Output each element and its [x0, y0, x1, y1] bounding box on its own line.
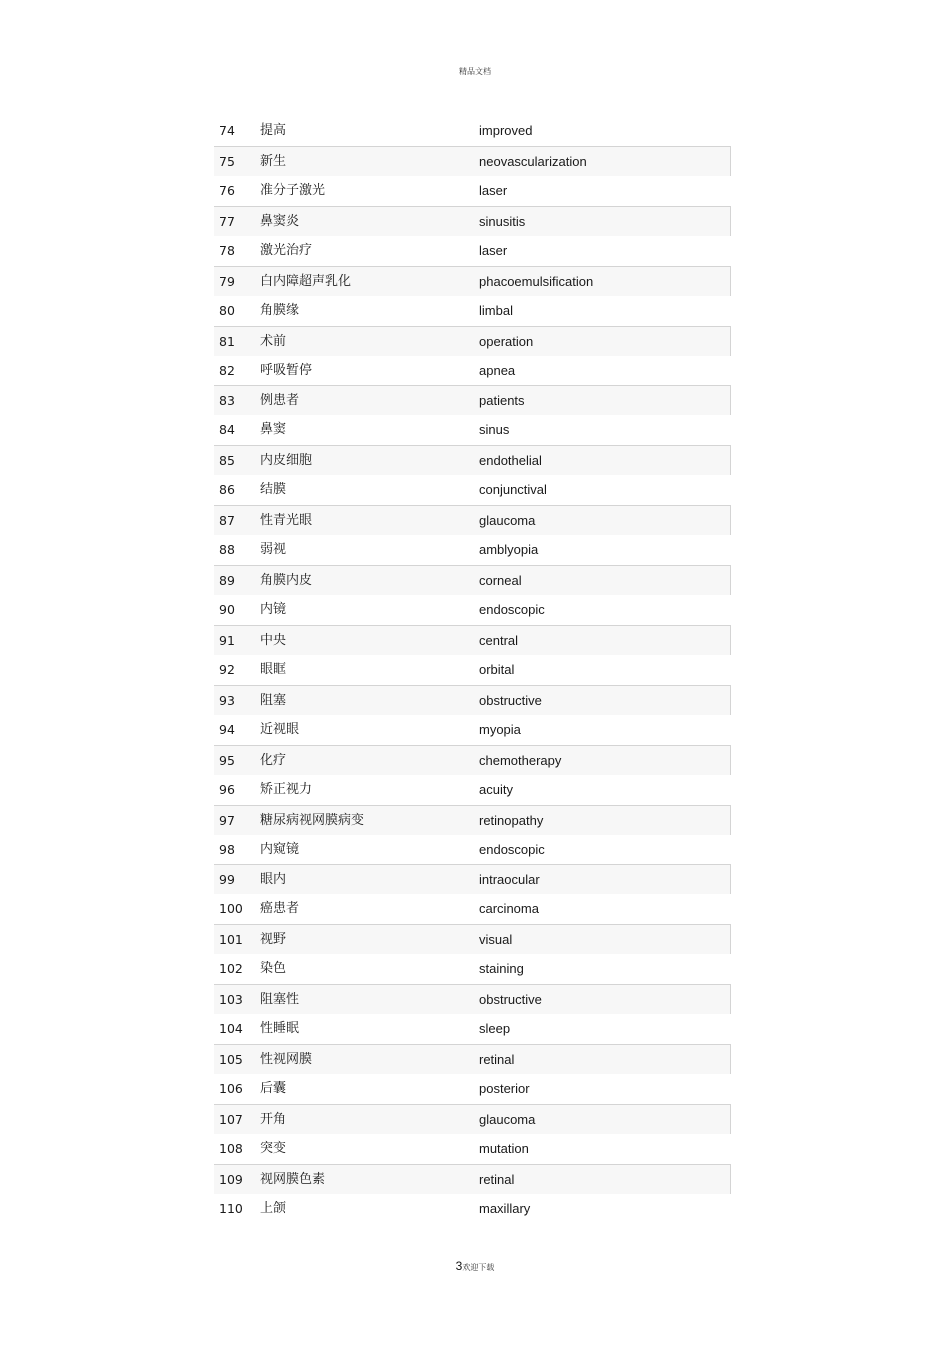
term-english: visual — [479, 932, 513, 948]
term-chinese: 矫正视力 — [260, 781, 313, 797]
term-chinese: 视网膜色素 — [260, 1171, 326, 1187]
term-number: 83 — [219, 393, 235, 409]
table-row — [214, 864, 731, 894]
term-number: 75 — [219, 153, 235, 169]
table-row — [214, 236, 731, 266]
term-english: maxillary — [479, 1200, 531, 1216]
term-chinese: 眼内 — [260, 872, 287, 888]
footer-text: 欢迎下载 — [462, 1263, 495, 1272]
term-number: 74 — [219, 123, 235, 138]
term-chinese: 后囊 — [260, 1081, 287, 1096]
term-chinese: 突变 — [260, 1140, 287, 1156]
term-chinese: 角膜缘 — [260, 302, 300, 318]
term-english: apnea — [479, 362, 516, 378]
term-english: glaucoma — [479, 513, 536, 529]
table-row — [214, 146, 731, 176]
term-number: 89 — [219, 573, 235, 589]
table-row — [214, 266, 731, 296]
term-number: 107 — [219, 1111, 243, 1127]
term-chinese: 眼眶 — [260, 661, 287, 677]
table-row — [214, 954, 731, 984]
term-english: endothelial — [479, 453, 542, 469]
term-english: corneal — [479, 573, 522, 589]
term-chinese: 白内障超声乳化 — [260, 273, 352, 289]
term-english: retinopathy — [479, 812, 544, 828]
term-number: 93 — [219, 692, 235, 708]
term-number: 92 — [219, 661, 235, 677]
table-row — [214, 176, 731, 206]
term-chinese: 阻塞 — [260, 692, 287, 708]
table-row — [214, 805, 731, 835]
table-row — [214, 296, 731, 326]
term-english: glaucoma — [479, 1111, 536, 1127]
term-english: retinal — [479, 1052, 515, 1068]
term-chinese: 呼吸暂停 — [260, 362, 313, 378]
term-number: 106 — [219, 1081, 243, 1096]
table-row — [214, 655, 731, 685]
term-english: mutation — [479, 1140, 529, 1156]
term-chinese: 内镜 — [260, 602, 287, 617]
term-number: 95 — [219, 752, 235, 768]
table-row — [214, 1074, 731, 1104]
table-row — [214, 745, 731, 775]
term-english: amblyopia — [479, 542, 539, 558]
term-chinese: 内窥镜 — [260, 841, 300, 857]
term-chinese: 上颌 — [260, 1200, 287, 1216]
term-number: 97 — [219, 812, 235, 828]
table-row — [214, 356, 731, 386]
term-english: retinal — [479, 1171, 515, 1187]
table-row — [214, 595, 731, 625]
term-chinese: 染色 — [260, 961, 287, 977]
term-english: intraocular — [479, 872, 540, 888]
table-row — [214, 894, 731, 924]
table-row — [214, 1194, 731, 1224]
term-number: 82 — [219, 362, 235, 378]
term-english: orbital — [479, 661, 515, 677]
term-chinese: 近视眼 — [260, 721, 300, 737]
term-number: 78 — [219, 242, 235, 258]
term-chinese: 术前 — [260, 333, 287, 349]
term-chinese: 新生 — [260, 153, 287, 169]
table-row — [214, 1134, 731, 1164]
term-number: 103 — [219, 992, 243, 1008]
term-number: 102 — [219, 961, 243, 977]
table-row — [214, 565, 731, 595]
term-english: operation — [479, 333, 534, 349]
term-english: staining — [479, 961, 524, 977]
term-number: 109 — [219, 1171, 243, 1187]
term-number: 87 — [219, 513, 235, 529]
page-number: 3 — [455, 1259, 463, 1273]
table-row — [214, 715, 731, 745]
term-english: central — [479, 632, 519, 648]
term-english: posterior — [479, 1081, 530, 1096]
table-row — [214, 835, 731, 865]
term-chinese: 例患者 — [260, 393, 300, 409]
term-number: 110 — [219, 1200, 243, 1216]
term-english: sinusitis — [479, 213, 526, 229]
term-number: 81 — [219, 333, 235, 349]
term-number: 88 — [219, 542, 235, 558]
term-english: laser — [479, 242, 508, 258]
term-chinese: 性视网膜 — [260, 1052, 313, 1068]
term-chinese: 性青光眼 — [260, 513, 313, 529]
term-english: patients — [479, 393, 525, 409]
table-row — [214, 984, 731, 1014]
term-chinese: 化疗 — [260, 752, 287, 768]
table-row — [214, 326, 731, 356]
term-chinese: 角膜内皮 — [260, 573, 313, 589]
term-number: 80 — [219, 302, 235, 318]
term-chinese: 结膜 — [260, 482, 287, 498]
table-row — [214, 1014, 731, 1044]
term-english: carcinoma — [479, 901, 539, 917]
term-chinese: 鼻窦炎 — [260, 213, 300, 229]
page-footer — [0, 1259, 950, 1273]
term-number: 77 — [219, 213, 235, 229]
term-chinese: 糖尿病视网膜病变 — [260, 812, 365, 828]
term-english: phacoemulsification — [479, 273, 594, 289]
term-number: 108 — [219, 1140, 243, 1156]
term-chinese: 中央 — [260, 632, 287, 648]
term-english: chemotherapy — [479, 752, 562, 768]
term-english: obstructive — [479, 992, 542, 1008]
term-chinese: 准分子激光 — [260, 182, 326, 198]
term-english: endoscopic — [479, 602, 545, 617]
table-row — [214, 535, 731, 565]
table-row — [214, 775, 731, 805]
term-chinese: 提高 — [260, 123, 287, 138]
term-english: laser — [479, 182, 508, 198]
term-english: obstructive — [479, 692, 542, 708]
page-header — [0, 66, 950, 77]
term-english: myopia — [479, 721, 521, 737]
term-english: sleep — [479, 1021, 511, 1037]
table-row — [214, 415, 731, 445]
term-chinese: 弱视 — [260, 542, 287, 558]
term-number: 76 — [219, 182, 235, 198]
term-number: 101 — [219, 932, 243, 948]
table-row — [214, 685, 731, 715]
table-row — [214, 505, 731, 535]
term-english: acuity — [479, 781, 513, 797]
term-number: 99 — [219, 872, 235, 888]
table-row — [214, 475, 731, 505]
term-chinese: 阻塞性 — [260, 992, 300, 1008]
table-row — [214, 625, 731, 655]
term-number: 84 — [219, 422, 235, 438]
term-number: 98 — [219, 841, 235, 857]
term-number: 94 — [219, 721, 235, 737]
term-number: 85 — [219, 453, 235, 469]
table-row — [214, 206, 731, 236]
table-row — [214, 445, 731, 475]
term-number: 100 — [219, 901, 243, 917]
table-row — [214, 1164, 731, 1194]
term-number: 105 — [219, 1052, 243, 1068]
term-chinese: 视野 — [260, 932, 287, 948]
table-row — [214, 116, 731, 146]
term-number: 90 — [219, 602, 235, 617]
term-english: endoscopic — [479, 841, 545, 857]
term-number: 104 — [219, 1021, 243, 1037]
term-number: 91 — [219, 632, 235, 648]
header-text: 精品文档 — [459, 67, 491, 76]
term-number: 86 — [219, 482, 235, 498]
term-english: neovascularization — [479, 153, 587, 169]
term-english: sinus — [479, 422, 510, 438]
term-chinese: 性睡眠 — [260, 1021, 300, 1037]
term-english: conjunctival — [479, 482, 547, 498]
term-number: 79 — [219, 273, 235, 289]
term-english: limbal — [479, 302, 513, 318]
table-row — [214, 385, 731, 415]
glossary-table — [214, 116, 731, 1224]
term-english: improved — [479, 123, 533, 138]
table-row — [214, 1044, 731, 1074]
term-chinese: 内皮细胞 — [260, 453, 313, 469]
term-chinese: 开角 — [260, 1111, 287, 1127]
term-chinese: 癌患者 — [260, 901, 300, 917]
term-chinese: 激光治疗 — [260, 242, 313, 258]
term-number: 96 — [219, 781, 235, 797]
table-row — [214, 924, 731, 954]
table-row — [214, 1104, 731, 1134]
term-chinese: 鼻窦 — [260, 422, 287, 438]
